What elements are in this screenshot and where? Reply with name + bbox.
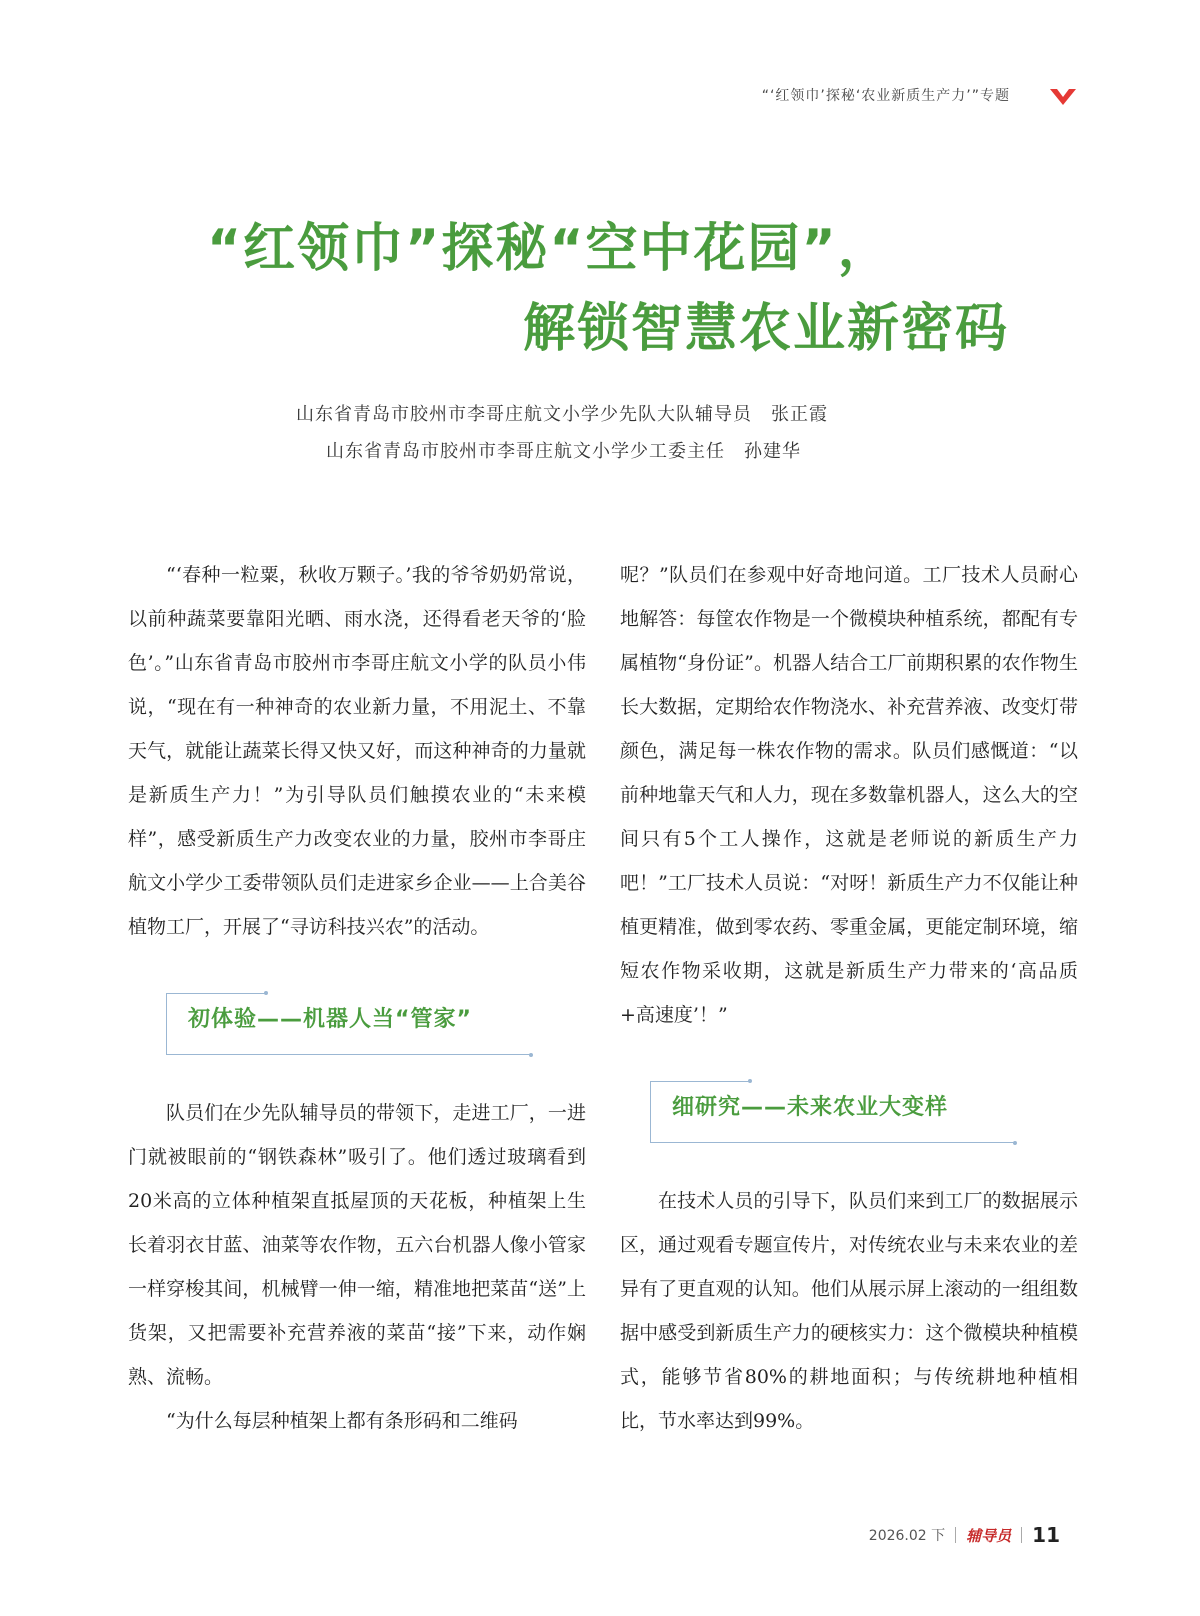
page-footer [869, 1523, 1060, 1547]
section1-paragraph2-start: “为什么每层种植架上都有条形码和二维码 [166, 1410, 518, 1432]
heading-rule-top [166, 993, 266, 994]
article-title-line2: 解锁智慧农业新密码 [523, 299, 1010, 359]
article-title-line1: “红领巾”探秘“空中花园”， [207, 219, 892, 279]
magazine-logo: 辅导员 [966, 1526, 1012, 1545]
section1-heading: 初体验——机器人当“管家” [188, 1007, 472, 1032]
heading-rule-top [650, 1081, 750, 1082]
footer-divider [955, 1527, 956, 1543]
heading-dot [1013, 1141, 1017, 1145]
heading-rule-bottom [650, 1142, 1015, 1143]
heading-dot [529, 1053, 533, 1057]
issue-date: 2026.02 下 [868, 1528, 946, 1544]
heading-dot [264, 991, 268, 995]
intro-paragraph: “‘春种一粒粟，秋收万颗子。’我的爷爷奶奶常说，以前种蔬菜要靠阳光晒、雨水浇，还得看老天爷的‘脸色’。”山东省青岛市胶州市李哥庄航文小学的队员小伟说，“现在有一种神奇的农业新力量，不用泥土、不靠天气，就能让蔬菜长得又快又好，而这种神奇的力量就是新质生产力！”为引导队员们触摸农业的“未来模样”，感受新质生产力改变农业的力量，胶州市李哥庄航文小学少工委带领队员们走进家乡企业——上合美谷植物工厂，开展了“寻访科技兴农”的活动。 [128, 564, 586, 938]
heading-rule-left [166, 993, 167, 1055]
author-line2: 山东省青岛市胶州市李哥庄航文小学少工委主任 孙建华 [326, 441, 801, 462]
section1-paragraph1: 队员们在少先队辅导员的带领下，走进工厂，一进门就被眼前的“钢铁森林”吸引了。他们透过玻璃看到20米高的立体种植架直抵屋顶的天花板，种植架上生长着羽衣甘蓝、油菜等农作物，五六台机器人像小管家一样穿梭其间，机械臂一伸一缩，精准地把菜苗“送”上货架，又把需要补充营养液的菜苗“接”下来，动作娴熟、流畅。 [128, 1102, 586, 1388]
right-column [620, 553, 1078, 1443]
triangle-mark-inner-icon [1057, 89, 1069, 97]
heading-dot [748, 1079, 752, 1083]
heading-rule-bottom [166, 1054, 531, 1055]
section2-heading: 细研究——未来农业大变样 [672, 1095, 949, 1120]
heading-rule-left [650, 1081, 651, 1143]
author-line1: 山东省青岛市胶州市李哥庄航文小学少先队大队辅导员 张正霞 [296, 404, 828, 425]
footer-divider [1021, 1527, 1022, 1543]
page-number: 11 [1032, 1523, 1060, 1547]
section2-heading-box [650, 1081, 1015, 1143]
section1-heading-box [166, 993, 531, 1055]
running-header: “‘红领巾’探秘‘农业新质生产力’”专题 [761, 88, 1010, 104]
section2-paragraph1: 在技术人员的引导下，队员们来到工厂的数据展示区，通过观看专题宣传片，对传统农业与未来农业的差异有了更直观的认知。他们从展示屏上滚动的一组组数据中感受到新质生产力的硬核实力：这个微模块种植模式，能够节省80%的耕地面积；与传统耕地种植相比，节水率达到99%。 [620, 1190, 1078, 1432]
left-column [128, 553, 586, 1443]
section1-paragraph2-end: 呢？”队员们在参观中好奇地问道。工厂技术人员耐心地解答：每筐农作物是一个微模块种植系统，都配有专属植物“身份证”。机器人结合工厂前期积累的农作物生长大数据，定期给农作物浇水、补充营养液、改变灯带颜色，满足每一株农作物的需求。队员们感慨道：“以前种地靠天气和人力，现在多数靠机器人，这么大的空间只有5个工人操作，这就是老师说的新质生产力吧！”工厂技术人员说：“对呀！新质生产力不仅能让种植更精准，做到零农药、零重金属，更能定制环境，缩短农作物采收期，这就是新质生产力带来的‘高品质+高速度’！” [620, 564, 1078, 1026]
